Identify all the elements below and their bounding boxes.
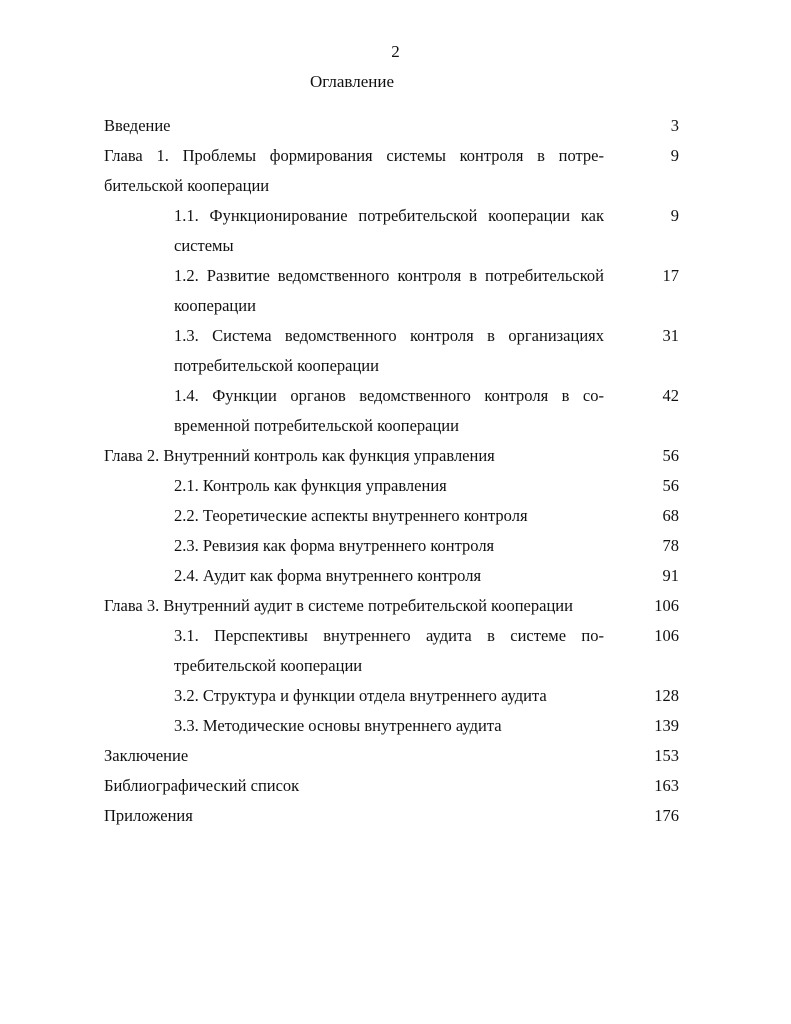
toc-entry-title: Глава 3. Внутренний аудит в системе потребительской кооперации xyxy=(104,596,573,615)
toc-entry-section-2-2[interactable] xyxy=(0,501,791,531)
toc-entry-conclusion[interactable] xyxy=(0,741,791,771)
toc-entry-title: 2.4. Аудит как форма внутреннего контроля xyxy=(174,566,482,585)
toc-entry-page: 56 xyxy=(662,446,679,465)
toc-entry-chapter-2[interactable] xyxy=(0,441,791,471)
toc-entry-page: 68 xyxy=(662,506,679,525)
toc-entry-page: 9 xyxy=(670,146,679,165)
toc-entry-title: 3.1. Перспективы внутреннего аудита в системе потребительской кооперации xyxy=(174,626,604,675)
toc-entry-introduction[interactable] xyxy=(0,111,791,141)
toc-entry-page: 153 xyxy=(654,746,679,765)
toc-entry-page: 31 xyxy=(662,326,679,345)
toc-entry-title: Глава 2. Внутренний контроль как функция управления xyxy=(104,446,495,465)
toc-entry-title: 2.3. Ревизия как форма внутреннего контроля xyxy=(174,536,495,555)
toc-entry-section-3-1[interactable] xyxy=(0,621,791,681)
toc-entry-title: 3.3. Методические основы внутреннего аудита xyxy=(174,716,502,735)
toc-entry-page: 3 xyxy=(670,116,679,135)
page-title: Оглавление xyxy=(310,72,394,91)
toc-entry-page: 91 xyxy=(662,566,679,585)
page-number: 2 xyxy=(391,42,400,61)
toc-entry-page: 106 xyxy=(654,626,679,645)
toc-entry-title: Введение xyxy=(104,116,171,135)
toc-entry-title: 1.1. Функционирование потребительской кооперации как системы xyxy=(174,206,604,255)
toc-entry-title: Библиографический список xyxy=(104,776,300,795)
toc-entry-section-1-2[interactable] xyxy=(0,261,791,321)
toc-entry-page: 42 xyxy=(662,386,679,405)
toc-entry-page: 56 xyxy=(662,476,679,495)
toc-entry-page: 106 xyxy=(654,596,679,615)
toc-entry-title: 2.2. Теоретические аспекты внутреннего контроля xyxy=(174,506,528,525)
toc-entry-section-1-4[interactable] xyxy=(0,381,791,441)
toc-entry-chapter-1[interactable] xyxy=(0,141,791,201)
toc-entry-page: 17 xyxy=(662,266,679,285)
toc-entry-page: 128 xyxy=(654,686,679,705)
toc-entry-bibliography[interactable] xyxy=(0,771,791,801)
toc-entry-section-1-3[interactable] xyxy=(0,321,791,381)
toc-entry-title: 1.3. Система ведомственного контроля в организациях потребительской кооперации xyxy=(174,326,604,375)
toc-entry-page: 78 xyxy=(662,536,679,555)
toc-entry-title: Заключение xyxy=(104,746,189,765)
toc-entry-section-2-4[interactable] xyxy=(0,561,791,591)
toc-entry-page: 163 xyxy=(654,776,679,795)
toc-entry-page: 176 xyxy=(654,806,679,825)
toc-entry-page: 9 xyxy=(670,206,679,225)
toc-entry-appendices[interactable] xyxy=(0,801,791,831)
toc-entry-title: 3.2. Структура и функции отдела внутреннего аудита xyxy=(174,686,547,705)
toc-entry-page: 139 xyxy=(654,716,679,735)
toc-entry-section-2-3[interactable] xyxy=(0,531,791,561)
toc-entry-title: Приложения xyxy=(104,806,193,825)
toc-entry-title: 1.4. Функции органов ведомственного контроля в современной потребительской кооперации xyxy=(174,386,604,435)
table-of-contents xyxy=(0,111,791,831)
toc-entry-chapter-3[interactable] xyxy=(0,591,791,621)
toc-entry-section-1-1[interactable] xyxy=(0,201,791,261)
toc-entry-title: 1.2. Развитие ведомственного контроля в потребительской кооперации xyxy=(174,266,604,315)
toc-entry-section-3-2[interactable] xyxy=(0,681,791,711)
toc-entry-title: Глава 1. Проблемы формирования системы контроля в потребительской кооперации xyxy=(104,146,604,195)
toc-entry-title: 2.1. Контроль как функция управления xyxy=(174,476,447,495)
toc-entry-section-2-1[interactable] xyxy=(0,471,791,501)
toc-entry-section-3-3[interactable] xyxy=(0,711,791,741)
